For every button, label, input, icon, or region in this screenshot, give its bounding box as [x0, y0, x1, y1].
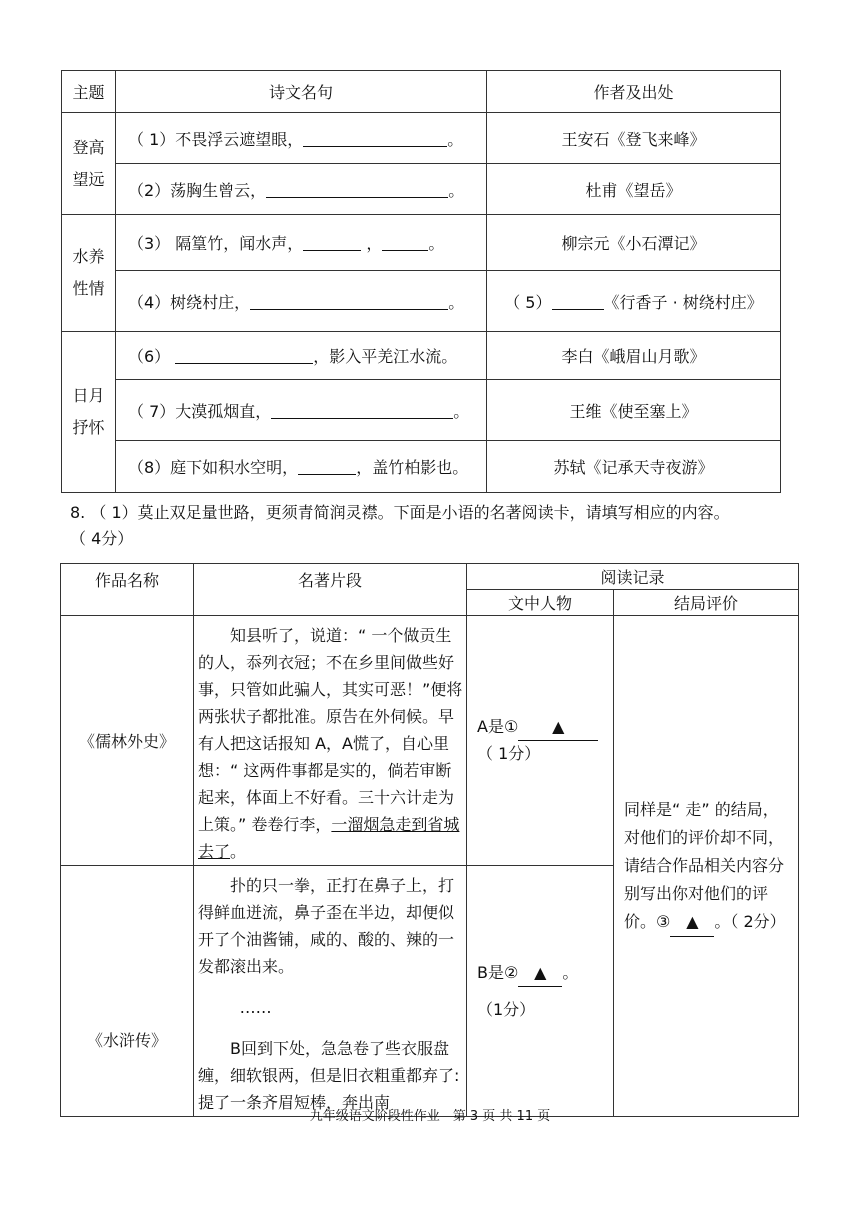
topic-line: 抒怀 [72, 418, 105, 437]
topic-line: 水养 [72, 247, 105, 266]
page-footer: 九年级语文阶段性作业 第 3 页 共 11 页 [309, 1109, 551, 1124]
answer-blank[interactable] [552, 293, 604, 310]
excerpt-cell [194, 616, 467, 866]
answer-blank[interactable] [303, 234, 361, 251]
topic-cell [62, 113, 116, 215]
answer-blank[interactable] [382, 234, 428, 251]
poem-line: （4）树绕村庄， 。 [116, 271, 487, 332]
topic-line: 性情 [72, 279, 105, 298]
question-8 [70, 500, 810, 552]
question-score: （ 4分） [70, 529, 134, 548]
poem-source: 李白《峨眉山月歌》 [487, 332, 781, 380]
poem-source: 王维《使至塞上》 [487, 380, 781, 441]
answer-blank[interactable]: ▲ [670, 908, 714, 937]
answer-cell: B是② ▲ 。 （1分） [467, 866, 614, 1117]
work-title: 《儒林外史》 [61, 616, 194, 866]
topic-line: 登高 [72, 137, 105, 157]
poem-source: （ 5） 《行香子 · 树绕村庄》 [487, 271, 781, 332]
poem-line: （8）庭下如积水空明， ，盖竹柏影也。 [116, 441, 487, 493]
work-title: 《水浒传》 [61, 866, 194, 1117]
poem-line: （3） 隔篁竹，闻水声， ， 。 [116, 215, 487, 271]
poem-line: （2）荡胸生曾云， 。 [116, 164, 487, 215]
header-evaluation: 结局评价 [614, 590, 799, 616]
topic-cell [62, 215, 116, 332]
header-excerpt: 名著片段 [194, 564, 467, 616]
poem-source: 柳宗元《小石潭记》 [487, 215, 781, 271]
header-work: 作品名称 [61, 564, 194, 616]
poem-source: 苏轼《记承天寺夜游》 [487, 441, 781, 493]
header-character: 文中人物 [467, 590, 614, 616]
poem-line: （ 1）不畏浮云遮望眼， 。 [116, 113, 487, 164]
excerpt-text: B回到下处，急急卷了些衣服盘缠，细软银两，但是旧衣粗重都弃了:提了一条齐眉短棒，奔出南 [198, 1039, 460, 1112]
question-text: 8. （ 1）莫止双足量世路，更须青简润灵襟。下面是小语的名著阅读卡，请填写相应的内容。 [70, 503, 730, 522]
header-topic: 主题 [62, 71, 116, 113]
answer-blank[interactable] [298, 458, 356, 475]
header-lines: 诗文名句 [116, 71, 487, 113]
header-record: 阅读记录 [467, 564, 799, 590]
poem-line: （ 7）大漠孤烟直， 。 [116, 380, 487, 441]
answer-blank[interactable]: ▲ [518, 714, 598, 741]
poem-source: 王安石《登飞来峰》 [487, 113, 781, 164]
ellipsis: …… [239, 998, 272, 1017]
answer-blank[interactable] [303, 130, 447, 147]
header-source: 作者及出处 [487, 71, 781, 113]
excerpt-text: 扑的只一拳，正打在鼻子上，打得鲜血迸流，鼻子歪在半边，却便似开了个油酱铺，咸的、酸的、辣的一发都滚出来。 [198, 876, 455, 976]
excerpt-text: 知县听了，说道：“ 一个做贡生的人，忝列衣冠；不在乡里间做些好事，只管如此骗人，其实可恶！”便将两张状子都批准。原告在外伺候。早有人把这话报知 A，A慌了，自心里想：“ 这两件事都是实的，倘若审断起来，体面上不好看。三十六计走为上策。” 卷卷行李，一溜烟急走到省城去了。 [198, 626, 463, 861]
answer-cell: A是① ▲ （ 1分） [467, 616, 614, 866]
answer-blank[interactable]: ▲ [518, 960, 562, 987]
answer-blank[interactable] [175, 347, 313, 364]
reading-card-table [60, 563, 799, 1117]
excerpt-cell [194, 866, 467, 1117]
topic-line: 日月 [72, 386, 105, 405]
poem-table [61, 70, 781, 493]
topic-line: 望远 [72, 169, 105, 189]
poem-source: 杜甫《望岳》 [487, 164, 781, 215]
evaluation-cell: 同样是“ 走” 的结局，对他们的评价却不同，请结合作品相关内容分别写出你对他们的评价。③ ▲ 。（ 2分） [614, 616, 799, 1117]
topic-cell [62, 332, 116, 493]
poem-line: （6） ，影入平羌江水流。 [116, 332, 487, 380]
answer-blank[interactable] [271, 402, 453, 419]
answer-blank[interactable] [250, 293, 448, 310]
answer-blank[interactable] [266, 181, 448, 198]
